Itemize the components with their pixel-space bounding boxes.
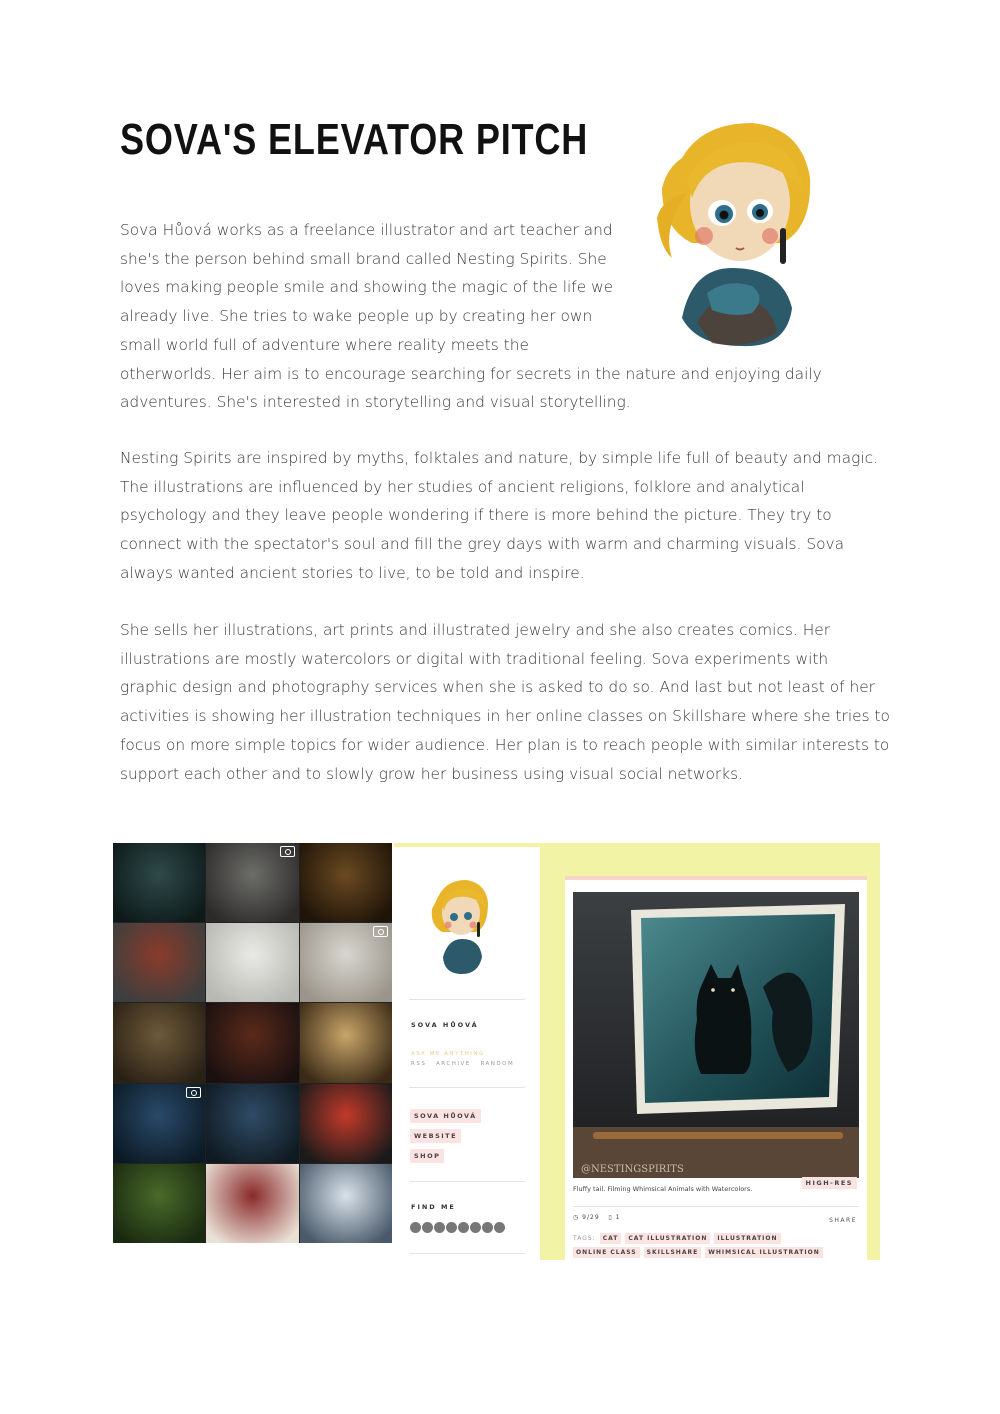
- blog-post: [565, 876, 867, 1264]
- video-camera-icon: [186, 1087, 201, 1098]
- nav-links[interactable]: RSS ARCHIVE RANDOM: [411, 1061, 515, 1067]
- email-icon[interactable]: [494, 1222, 505, 1233]
- instagram-tile-fox-prints[interactable]: [113, 1084, 205, 1163]
- photo-watermark: @NESTINGSPIRITS: [581, 1164, 684, 1175]
- facebook-icon[interactable]: [410, 1222, 421, 1233]
- instagram-tile-berries[interactable]: [206, 1003, 298, 1082]
- divider: [409, 1181, 525, 1182]
- instagram-tile-apples[interactable]: [113, 923, 205, 1002]
- clock-icon: ◷: [573, 1214, 580, 1221]
- ask-link[interactable]: ASK ME ANYTHING: [411, 1051, 485, 1057]
- instagram-tile-cat-painting[interactable]: [113, 843, 205, 922]
- tag[interactable]: ILLUSTRATION: [714, 1233, 780, 1244]
- instagram-tile-red-face-art[interactable]: [300, 1084, 392, 1163]
- instagram-tile-owl-cards[interactable]: [300, 923, 392, 1002]
- pinterest-icon[interactable]: [434, 1222, 445, 1233]
- blog-name: SOVA HŮOVÁ: [411, 1021, 479, 1029]
- instagram-grid: [113, 843, 392, 1243]
- video-camera-icon: [373, 926, 388, 937]
- link-sova[interactable]: SOVA HŮOVÁ: [410, 1109, 481, 1123]
- flickr-icon[interactable]: [470, 1222, 481, 1233]
- tag[interactable]: CAT: [600, 1233, 622, 1244]
- video-camera-icon: [280, 846, 295, 857]
- paragraph-business: She sells her illustrations, art prints and illustrated jewelry and she also creates comics. Her illustrations are mostly watercolors or digital with traditional feeling. Sova experiments with graphic design and photography services when she is asked to do so. And last but not least of her activities is showing her illustration techniques in her online classes on Skillshare where she tries to focus on more simple topics for wider audience. Her plan is to reach people with similar interests to support each other and to slowly grow her business using visual social networks.: [120, 621, 890, 783]
- behance-icon[interactable]: [446, 1222, 457, 1233]
- divider: [409, 1253, 525, 1254]
- instagram-icon[interactable]: [422, 1222, 433, 1233]
- instagram-tile-red-leaf-card[interactable]: [113, 1003, 205, 1082]
- notes-icon: ▯: [608, 1214, 613, 1221]
- notes-count: 1: [615, 1214, 621, 1221]
- instagram-tile-fox-prints-2[interactable]: [206, 1084, 298, 1163]
- share-button[interactable]: SHARE: [829, 1217, 857, 1224]
- post-count: 9/29: [582, 1214, 600, 1221]
- tag[interactable]: SKILLSHARE: [644, 1247, 702, 1258]
- post-meta: [573, 1214, 620, 1221]
- instagram-tile-autumn-leaves[interactable]: [300, 843, 392, 922]
- cat-painting-photo[interactable]: [573, 892, 859, 1178]
- screenshots-collage: [113, 843, 880, 1260]
- tags-label: TAGS:: [573, 1235, 596, 1242]
- vimeo-icon[interactable]: [458, 1222, 469, 1233]
- blog-sidebar: [394, 847, 540, 1260]
- instagram-tile-bird-print[interactable]: [206, 843, 298, 922]
- divider: [409, 999, 525, 1000]
- paragraph-nesting-spirits: Nesting Spirits are inspired by myths, folktales and nature, by simple life full of beauty and magic. The illustrations are influenced by her studies of ancient religions, folklore and analytical psychology and they leave people wondering if there is more behind the picture. They try to connect with the spectator's soul and fill the grey days with warm and charming visuals. Sova always wanted ancient stories to live, to be told and inspire.: [120, 449, 878, 582]
- link-website[interactable]: WEBSITE: [410, 1129, 461, 1143]
- instagram-tile-tea-table[interactable]: [206, 1164, 298, 1243]
- paragraph-intro: [120, 216, 880, 417]
- tag[interactable]: WHIMSICAL ILLUSTRATION: [705, 1247, 823, 1258]
- youtube-icon[interactable]: [482, 1222, 493, 1233]
- link-shop[interactable]: SHOP: [410, 1149, 444, 1163]
- divider: [409, 1087, 525, 1088]
- instagram-tile-moss[interactable]: [113, 1164, 205, 1243]
- portrait-space: [628, 216, 880, 354]
- instagram-tile-girl-illustration[interactable]: [300, 1164, 392, 1243]
- page-title: SOVA'S ELEVATOR PITCH: [120, 115, 589, 164]
- post-tags: [573, 1232, 863, 1260]
- instagram-tile-dry-grass[interactable]: [300, 1003, 392, 1082]
- tumblr-blog-screenshot: [394, 843, 880, 1260]
- divider: [573, 1206, 859, 1207]
- find-me-heading: FIND ME: [411, 1203, 456, 1211]
- post-caption: Fluffy tail. Filming Whimsical Animals with Watercolors.: [573, 1185, 753, 1193]
- tag[interactable]: CAT ILLUSTRATION: [625, 1233, 710, 1244]
- tag[interactable]: ONLINE CLASS: [573, 1247, 640, 1258]
- high-res-button[interactable]: HIGH-RES: [802, 1177, 857, 1189]
- social-icons: [410, 1222, 505, 1233]
- instagram-tile-bird-sketches[interactable]: [206, 923, 298, 1002]
- blog-avatar: [428, 877, 492, 977]
- paragraph-intro-text: Sova Hůová works as a freelance illustrator and art teacher and she's the person behind small brand called Nesting Spirits. She loves making people smile and showing the magic of the life we already live. She tries to wake people up by creating her own small world full of adventure where reality meets the otherworlds. Her aim is to encourage searching for secrets in the nature and enjoying daily adventures. She's interested in storytelling and visual storytelling.: [120, 221, 822, 412]
